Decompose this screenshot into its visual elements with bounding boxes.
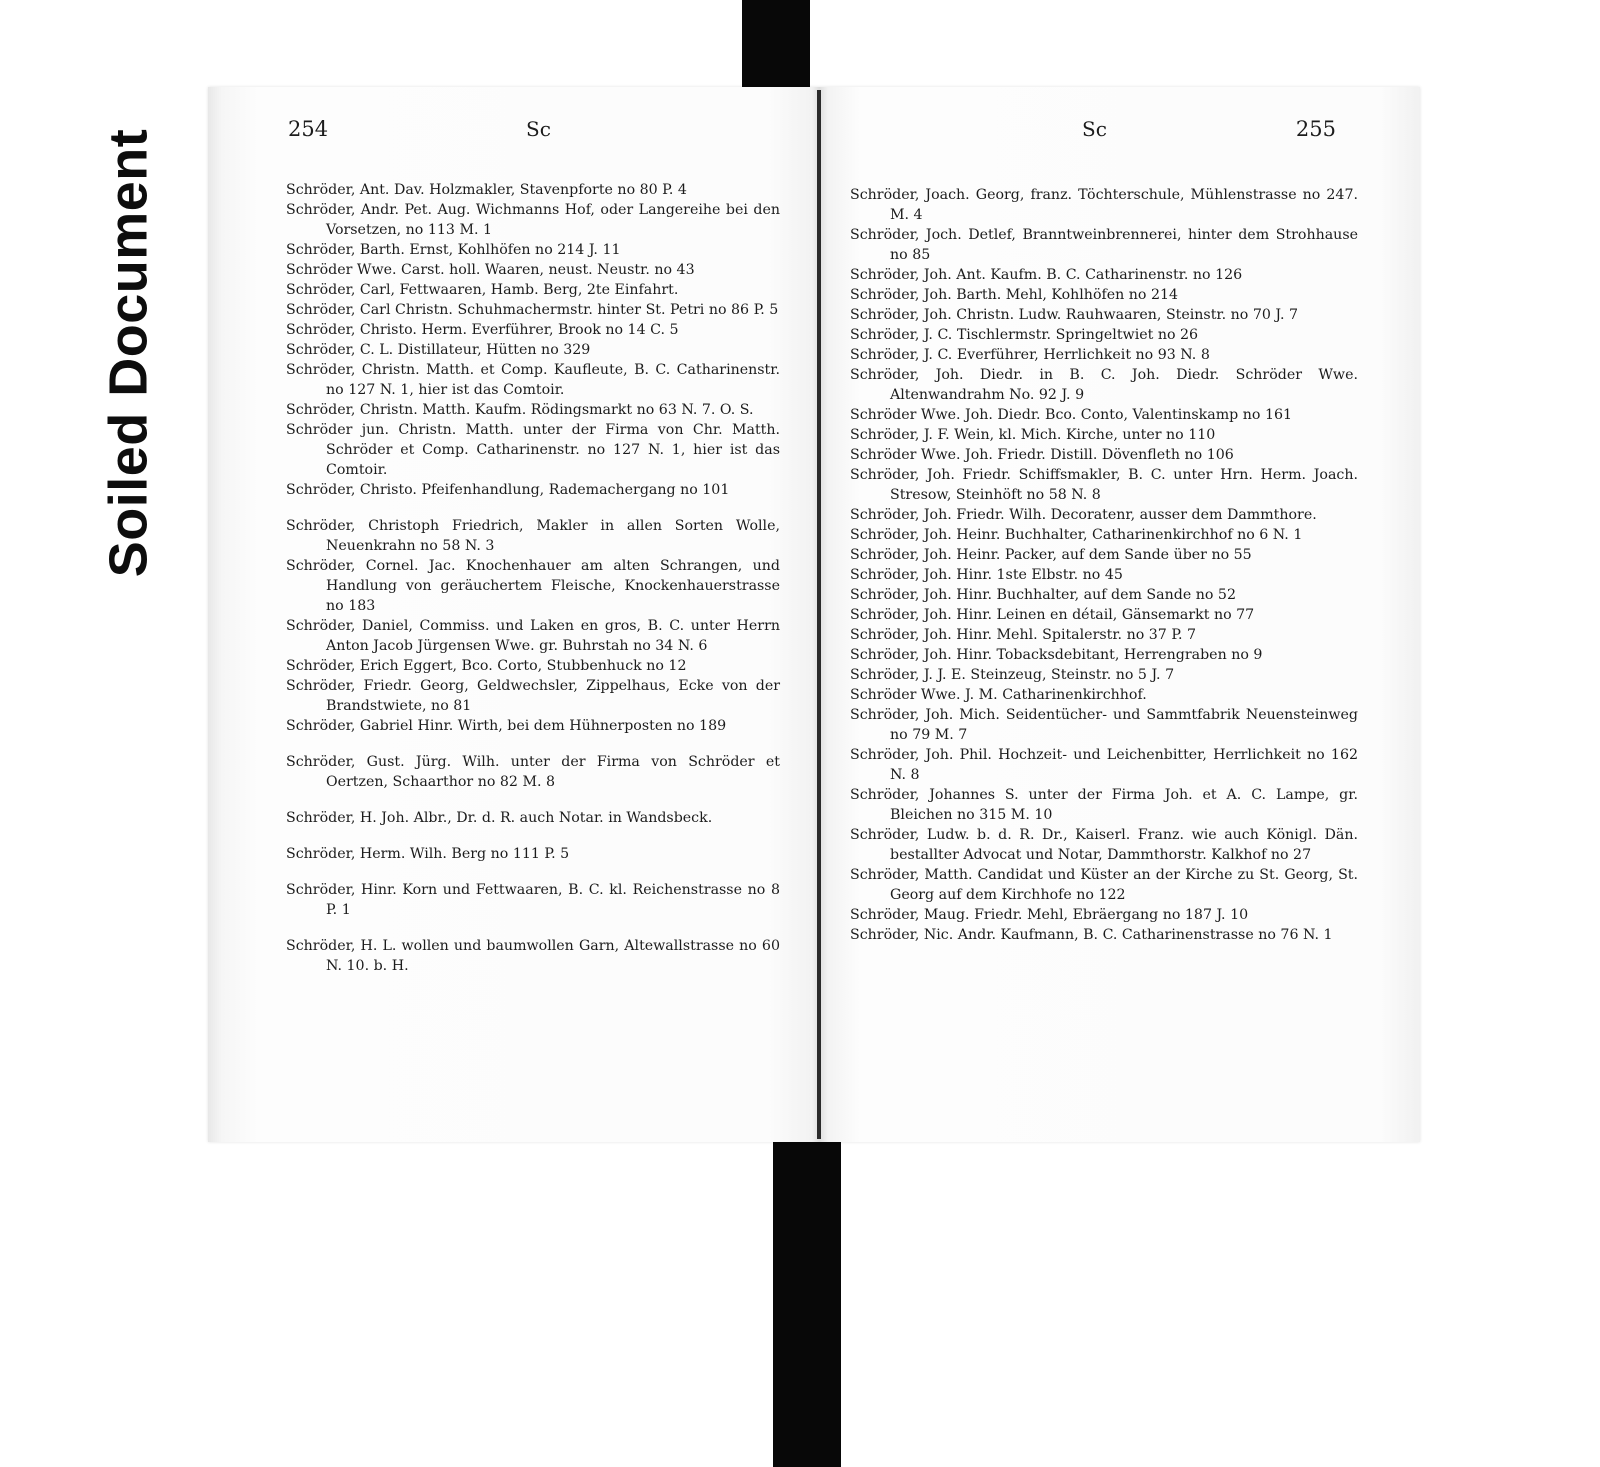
right-running-head: Sc xyxy=(1082,117,1107,141)
directory-entry: Schröder, Christoph Friedrich, Makler in allen Sorten Wolle, Neuenkrahn no 58 N. 3 xyxy=(286,518,780,554)
directory-entry: Schröder, Hinr. Korn und Fettwaaren, B. C. kl. Reichenstrasse no 8 P. 1 xyxy=(286,882,780,918)
directory-entry: Schröder, Andr. Pet. Aug. Wichmanns Hof, oder Langereihe bei den Vorsetzen, no 113 M. 1 xyxy=(286,202,780,238)
book-gutter xyxy=(817,90,821,1139)
directory-entry: Schröder, Gust. Jürg. Wilh. unter der Firma von Schröder et Oertzen, Schaarthor no 82 M. 8 xyxy=(286,754,780,790)
directory-entry: Schröder, Joh. Hinr. 1ste Elbstr. no 45 xyxy=(850,567,1123,583)
directory-entry: Schröder, J. C. Tischlermstr. Springeltwiet no 26 xyxy=(850,327,1199,343)
right-page-header xyxy=(820,117,1420,151)
directory-entry: Schröder, Ludw. b. d. R. Dr., Kaiserl. Franz. wie auch Königl. Dän. bestallter Advocat und Notar, Dammthorstr. Kalkhof no 27 xyxy=(850,827,1358,863)
directory-entry: Schröder, Joh. Phil. Hochzeit- und Leichenbitter, Herrlichkeit no 162 N. 8 xyxy=(850,747,1358,783)
directory-entry: Schröder, Daniel, Commiss. und Laken en gros, B. C. unter Herrn Anton Jacob Jürgensen Wwe. gr. Buhrstah no 34 N. 6 xyxy=(286,618,780,654)
directory-entry: Schröder, Joh. Hinr. Buchhalter, auf dem Sande no 52 xyxy=(850,587,1236,603)
left-running-head: Sc xyxy=(526,117,551,141)
directory-entry: Schröder Wwe. Joh. Friedr. Distill. Dövenfleth no 106 xyxy=(850,447,1234,463)
directory-entry: Schröder, H. Joh. Albr., Dr. d. R. auch Notar. in Wandsbeck. xyxy=(286,810,713,826)
right-entry-list xyxy=(850,185,1358,945)
directory-entry: Schröder, Christn. Matth. et Comp. Kaufleute, B. C. Catharinenstr. no 127 N. 1, hier ist das Comtoir. xyxy=(286,362,780,398)
scan-marker-bottom xyxy=(773,1140,841,1467)
directory-entry: Schröder Wwe. Carst. holl. Waaren, neust. Neustr. no 43 xyxy=(286,262,695,278)
directory-entry: Schröder, Barth. Ernst, Kohlhöfen no 214 J. 11 xyxy=(286,242,621,258)
directory-entry: Schröder, Joh. Diedr. in B. C. Joh. Diedr. Schröder Wwe. Altenwandrahm No. 92 J. 9 xyxy=(850,367,1358,403)
directory-entry: Schröder, J. J. E. Steinzeug, Steinstr. no 5 J. 7 xyxy=(850,667,1175,683)
directory-entry: Schröder, Joh. Hinr. Mehl. Spitalerstr. no 37 P. 7 xyxy=(850,627,1197,643)
directory-entry: Schröder Wwe. J. M. Catharinenkirchhof. xyxy=(850,687,1147,703)
directory-entry: Schröder, Friedr. Georg, Geldwechsler, Zippelhaus, Ecke von der Brandstwiete, no 81 xyxy=(286,678,780,714)
directory-entry: Schröder, Joh. Friedr. Schiffsmakler, B. C. unter Hrn. Herm. Joach. Stresow, Steinhöft no 58 N. 8 xyxy=(850,467,1358,503)
left-page-number: 254 xyxy=(288,117,329,141)
book-spread xyxy=(208,87,1420,1142)
directory-entry: Schröder, Joh. Christn. Ludw. Rauhwaaren, Steinstr. no 70 J. 7 xyxy=(850,307,1299,323)
directory-entry: Schröder, Carl, Fettwaaren, Hamb. Berg, 2te Einfahrt. xyxy=(286,282,679,298)
directory-entry: Schröder, Joch. Detlef, Branntweinbrennerei, hinter dem Strohhause no 85 xyxy=(850,227,1358,263)
directory-entry: Schröder, Joh. Friedr. Wilh. Decoratenr, ausser dem Dammthore. xyxy=(850,507,1317,523)
directory-entry: Schröder jun. Christn. Matth. unter der Firma von Chr. Matth. Schröder et Comp. Catharinenstr. no 127 N. 1, hier ist das Comtoir. xyxy=(286,422,780,478)
directory-entry: Schröder, Herm. Wilh. Berg no 111 P. 5 xyxy=(286,846,570,862)
directory-entry: Schröder, Carl Christn. Schuhmachermstr. hinter St. Petri no 86 P. 5 xyxy=(286,302,779,318)
directory-entry: Schröder, J. C. Everführer, Herrlichkeit no 93 N. 8 xyxy=(850,347,1210,363)
directory-entry: Schröder, Nic. Andr. Kaufmann, B. C. Catharinenstrasse no 76 N. 1 xyxy=(850,927,1333,943)
directory-entry: Schröder, Joh. Hinr. Tobacksdebitant, Herrengraben no 9 xyxy=(850,647,1263,663)
directory-entry: Schröder, Joh. Ant. Kaufm. B. C. Catharinenstr. no 126 xyxy=(850,267,1243,283)
directory-entry: Schröder, Christn. Matth. Kaufm. Rödingsmarkt no 63 N. 7. O. S. xyxy=(286,402,754,418)
right-page-number: 255 xyxy=(1295,117,1336,141)
directory-entry: Schröder, Joh. Hinr. Leinen en détail, Gänsemarkt no 77 xyxy=(850,607,1255,623)
directory-entry: Schröder, Joh. Heinr. Packer, auf dem Sande über no 55 xyxy=(850,547,1252,563)
directory-entry: Schröder, Matth. Candidat und Küster an der Kirche zu St. Georg, St. Georg auf dem Kirchhofe no 122 xyxy=(850,867,1358,903)
directory-entry: Schröder Wwe. Joh. Diedr. Bco. Conto, Valentinskamp no 161 xyxy=(850,407,1293,423)
directory-entry: Schröder, Gabriel Hinr. Wirth, bei dem Hühnerposten no 189 xyxy=(286,718,727,734)
directory-entry: Schröder, Cornel. Jac. Knochenhauer am alten Schrangen, und Handlung von geräuchertem Fleische, Knockenhauerstrasse no 183 xyxy=(286,558,780,614)
directory-entry: Schröder, Joh. Mich. Seidentücher- und Sammtfabrik Neuensteinweg no 79 M. 7 xyxy=(850,707,1358,743)
directory-entry: Schröder, Christo. Herm. Everführer, Brook no 14 C. 5 xyxy=(286,322,679,338)
directory-entry: Schröder, J. F. Wein, kl. Mich. Kirche, unter no 110 xyxy=(850,427,1216,443)
left-page-header xyxy=(208,117,820,151)
directory-entry: Schröder, Joh. Heinr. Buchhalter, Catharinenkirchhof no 6 N. 1 xyxy=(850,527,1303,543)
directory-entry: Schröder, Joh. Barth. Mehl, Kohlhöfen no 214 xyxy=(850,287,1179,303)
directory-entry: Schröder, Maug. Friedr. Mehl, Ebräergang no 187 J. 10 xyxy=(850,907,1249,923)
directory-entry: Schröder, H. L. wollen und baumwollen Garn, Altewallstrasse no 60 N. 10. b. H. xyxy=(286,938,780,974)
soiled-document-label-text: Soiled Document xyxy=(98,128,159,578)
left-page xyxy=(208,87,820,1142)
left-entry-list xyxy=(286,180,780,976)
right-page xyxy=(820,87,1420,1142)
directory-entry: Schröder, Johannes S. unter der Firma Joh. et A. C. Lampe, gr. Bleichen no 315 M. 10 xyxy=(850,787,1358,823)
scan-marker-top xyxy=(742,0,810,92)
directory-entry: Schröder, Ant. Dav. Holzmakler, Stavenpforte no 80 P. 4 xyxy=(286,182,687,198)
directory-entry: Schröder, C. L. Distillateur, Hütten no 329 xyxy=(286,342,591,358)
directory-entry: Schröder, Erich Eggert, Bco. Corto, Stubbenhuck no 12 xyxy=(286,658,687,674)
directory-entry: Schröder, Christo. Pfeifenhandlung, Rademachergang no 101 xyxy=(286,482,730,498)
directory-entry: Schröder, Joach. Georg, franz. Töchterschule, Mühlenstrasse no 247. M. 4 xyxy=(850,187,1358,223)
soiled-document-label xyxy=(92,103,164,603)
